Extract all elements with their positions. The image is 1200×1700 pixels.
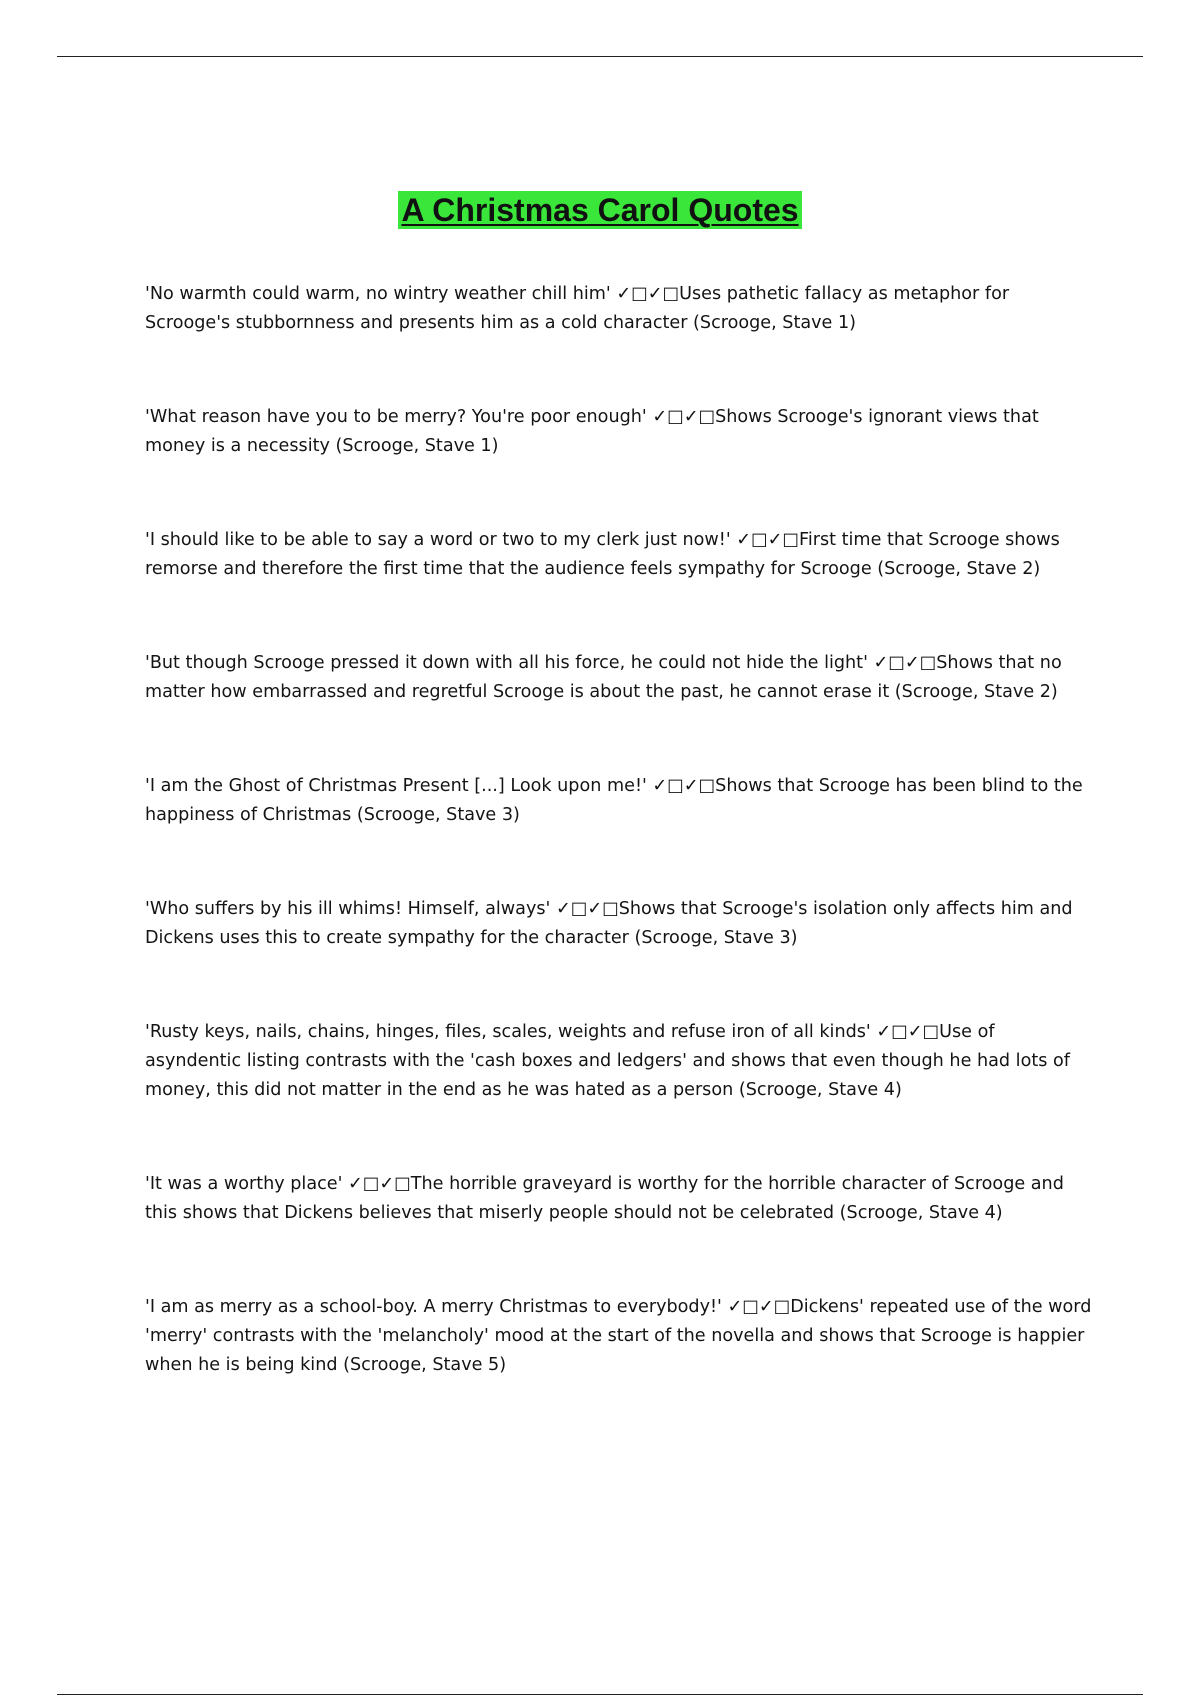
quote-text: 'But though Scrooge pressed it down with all his force, he could not hide the light' (145, 653, 868, 673)
title-container (0, 191, 1200, 229)
quote-analysis: Shows Scrooge's ignorant views that money is a necessity (Scrooge, Stave 1) (145, 407, 1039, 456)
quote-entry (145, 1293, 1095, 1380)
quote-entry (145, 895, 1095, 953)
document-title: A Christmas Carol Quotes (398, 191, 801, 229)
quote-entry (145, 1170, 1095, 1228)
quote-entry (145, 403, 1095, 461)
bottom-rule (57, 1694, 1143, 1695)
quote-entry (145, 1018, 1095, 1105)
quote-text: 'No warmth could warm, no wintry weather chill him' (145, 284, 611, 304)
check-marks: ✓□✓□ (870, 1022, 940, 1042)
quote-analysis: Use of asyndentic listing contrasts with the 'cash boxes and ledgers' and shows that even though he had lots of money, this did not matter in the end as he was hated as a person (Scrooge, Stave 4) (145, 1022, 1070, 1100)
quote-text: 'I am the Ghost of Christmas Present [...] Look upon me!' (145, 776, 647, 796)
quote-text: 'I am as merry as a school-boy. A merry Christmas to everybody!' (145, 1297, 722, 1317)
check-marks: ✓□✓□ (610, 284, 680, 304)
quote-analysis: Shows that Scrooge has been blind to the happiness of Christmas (Scrooge, Stave 3) (145, 776, 1083, 825)
quote-analysis: Shows that Scrooge's isolation only affects him and Dickens uses this to create sympathy for the character (Scrooge, Stave 3) (145, 899, 1073, 948)
quote-list (145, 280, 1095, 1445)
check-marks: ✓□✓□ (646, 776, 716, 796)
quote-analysis: Dickens' repeated use of the word 'merry' contrasts with the 'melancholy' mood at the start of the novella and shows that Scrooge is happier when he is being kind (Scrooge, Stave 5) (145, 1297, 1092, 1375)
top-rule (57, 56, 1143, 57)
quote-analysis: Uses pathetic fallacy as metaphor for Scrooge's stubbornness and presents him as a cold character (Scrooge, Stave 1) (145, 284, 1010, 333)
quote-text: 'Rusty keys, nails, chains, hinges, files, scales, weights and refuse iron of all kinds' (145, 1022, 871, 1042)
check-marks: ✓□✓□ (867, 653, 937, 673)
quote-text: 'It was a worthy place' (145, 1174, 343, 1194)
quote-text: 'Who suffers by his ill whims! Himself, always' (145, 899, 551, 919)
quote-entry (145, 772, 1095, 830)
check-marks: ✓□✓□ (646, 407, 716, 427)
quote-analysis: The horrible graveyard is worthy for the horrible character of Scrooge and this shows that Dickens believes that miserly people should not be celebrated (Scrooge, Stave 4) (145, 1174, 1064, 1223)
check-marks: ✓□✓□ (342, 1174, 411, 1194)
check-marks: ✓□✓□ (730, 530, 800, 550)
quote-analysis: Shows that no matter how embarrassed and regretful Scrooge is about the past, he cannot erase it (Scrooge, Stave 2) (145, 653, 1062, 702)
quote-entry (145, 526, 1095, 584)
quote-analysis: First time that Scrooge shows remorse and therefore the first time that the audience feels sympathy for Scrooge (Scrooge, Stave 2) (145, 530, 1060, 579)
check-marks: ✓□✓□ (550, 899, 619, 919)
quote-text: 'I should like to be able to say a word or two to my clerk just now!' (145, 530, 731, 550)
quote-entry (145, 649, 1095, 707)
quote-text: 'What reason have you to be merry? You're poor enough' (145, 407, 647, 427)
quote-entry (145, 280, 1095, 338)
check-marks: ✓□✓□ (721, 1297, 791, 1317)
